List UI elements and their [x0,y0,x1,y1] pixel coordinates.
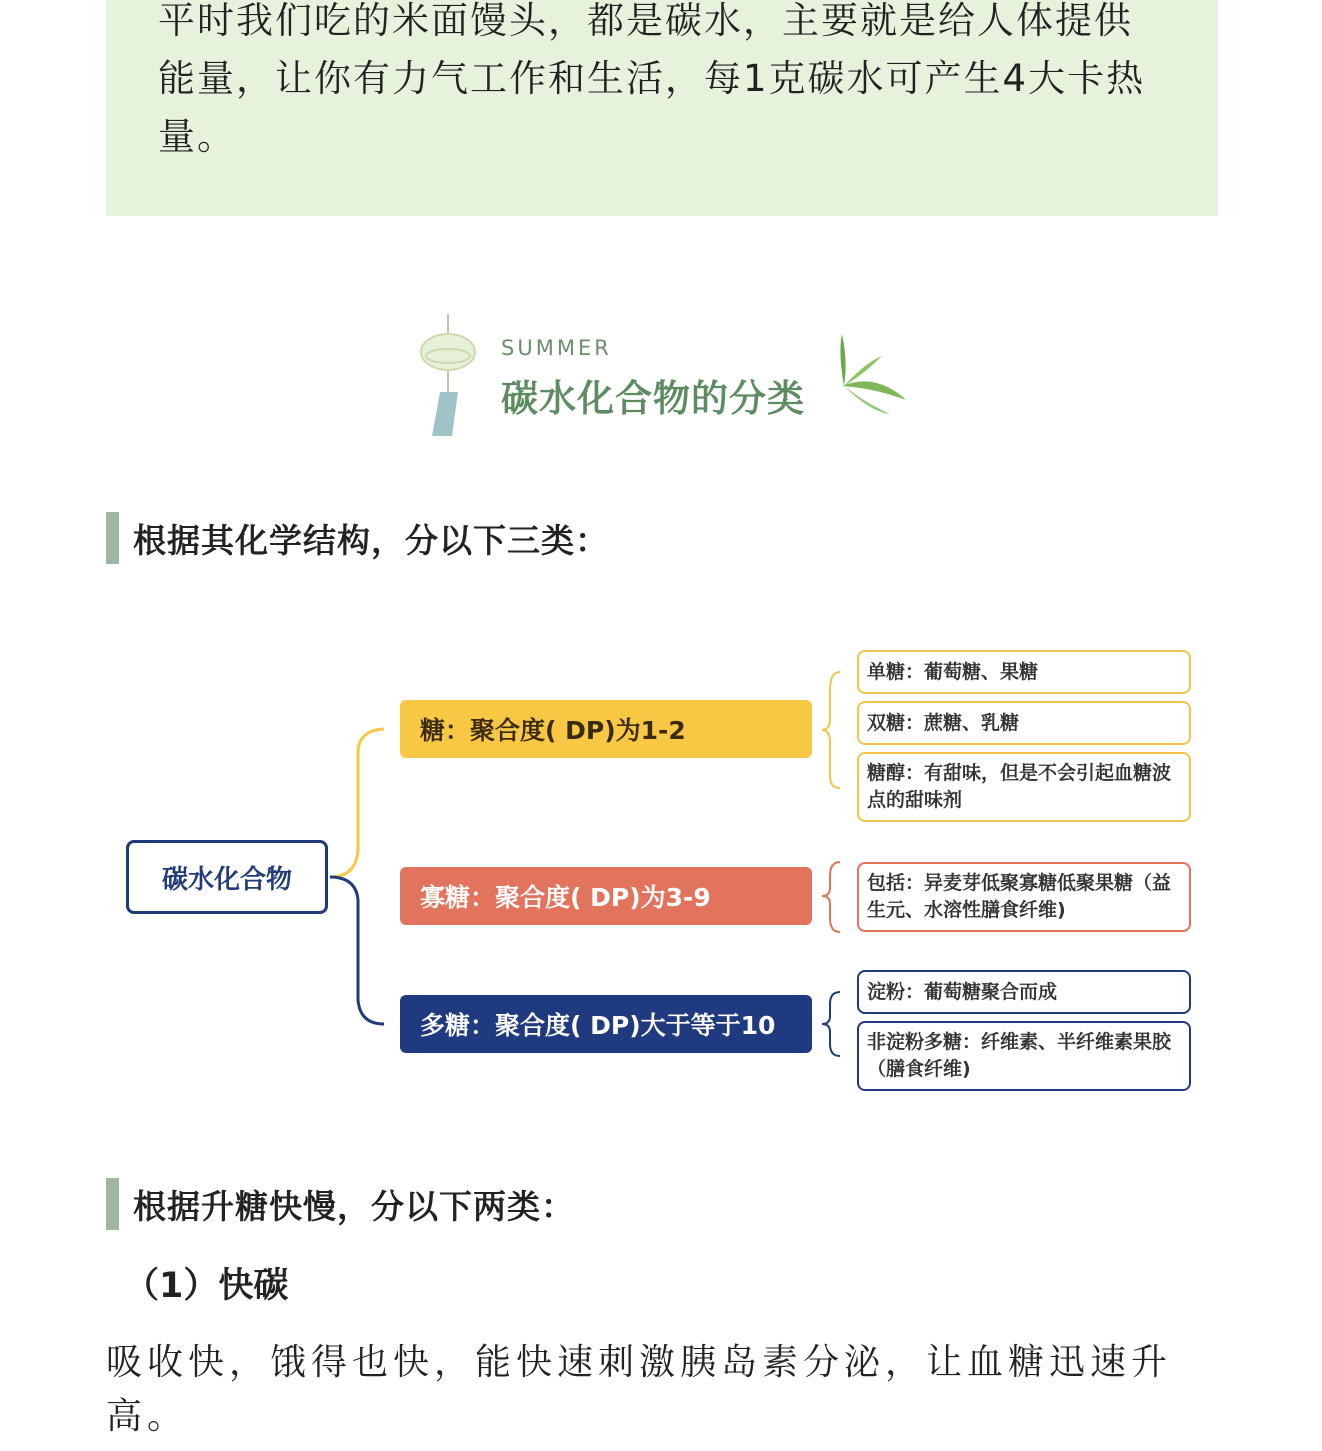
subheading-fast-carb: （1）快碳 [124,1266,289,1306]
body-paragraph: 吸收快，饿得也快，能快速刺激胰岛素分泌，让血糖迅速升高。 [106,1342,1173,1437]
leaf-monosaccharide: 单糖：葡萄糖、果糖 [857,650,1191,694]
bamboo-leaf-icon [836,332,916,422]
root-node: 碳水化合物 [126,840,328,914]
category-sugar: 糖：聚合度( DP)为1-2 [400,700,812,758]
leaf-oligo-includes: 包括：异麦芽低聚寡糖低聚果糖（益生元、水溶性膳食纤维) [857,862,1191,932]
leaf-starch: 淀粉：葡萄糖聚合而成 [857,970,1191,1014]
wind-chime-icon [418,312,498,442]
section-eng-label: SUMMER [501,336,612,360]
leaf-non-starch: 非淀粉多糖：纤维素、半纤维素果胶（膳食纤维) [857,1021,1191,1091]
section-title: 碳水化合物的分类 [501,377,805,420]
heading-text: 根据升糖快慢，分以下两类： [133,1186,575,1226]
category-oligosaccharide: 寡糖：聚合度( DP)为3-9 [400,867,812,925]
leaf-disaccharide: 双糖：蔗糖、乳糖 [857,701,1191,745]
heading-chemical-structure [106,512,609,564]
category-polysaccharide: 多糖：聚合度( DP)大于等于10 [400,995,812,1053]
section-header [418,312,918,442]
heading-bar [106,1178,119,1230]
intro-box [106,0,1218,216]
intro-text: 平时我们吃的米面馒头，都是碳水，主要就是给人体提供能量，让你有力气工作和生活，每1克碳水可产生4大卡热量。 [158,0,1146,158]
classification-diagram [0,600,1322,1120]
heading-text: 根据其化学结构，分以下三类： [133,520,609,560]
heading-bar [106,512,119,564]
leaf-sugar-alcohol: 糖醇：有甜味，但是不会引起血糖波点的甜味剂 [857,752,1191,822]
heading-glycemic-speed [106,1178,575,1230]
